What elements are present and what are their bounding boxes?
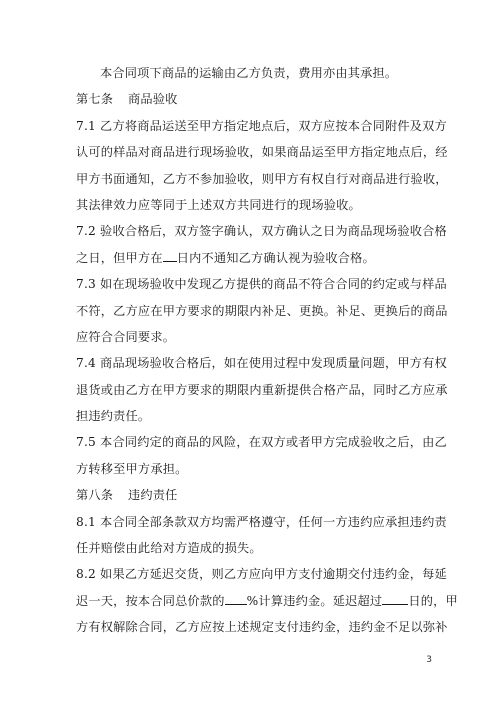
page-number: 3 <box>426 655 432 665</box>
article-7-number: 第七条 <box>76 92 114 107</box>
clause-7-1-line-3: 甲方书面通知，乙方不参加验收，则甲方有权自行对商品进行验收， <box>76 171 448 186</box>
article-8-title: 违约责任 <box>128 488 178 503</box>
clause-8-2-text-b: %计算违约金。延迟超过 <box>246 593 383 608</box>
clause-7-5-line-2: 方转移至甲方承担。 <box>76 461 188 476</box>
clause-8-2-line-1: 8.2 如果乙方延迟交货，则乙方应向甲方支付逾期交付违约金，每延 <box>76 567 447 582</box>
delay-days-blank <box>382 592 408 605</box>
clause-7-2-text-a: 之日，但甲方在 <box>76 250 163 265</box>
article-7-title: 商品验收 <box>128 92 178 107</box>
clause-8-2-text-a: 迟一天，按本合同总价款的 <box>76 593 225 608</box>
clause-7-1-line-4: 其法律效力应等同于上述双方共同进行的现场验收。 <box>76 197 361 212</box>
clause-7-2-text-b: 日内不通知乙方确认视为验收合格。 <box>176 250 375 265</box>
percent-blank <box>225 592 247 605</box>
clause-7-3-line-3: 应符合合同要求。 <box>76 329 176 344</box>
clause-7-4-line-1: 7.4 商品现场验收合格后，如在使用过程中发现质量问题，甲方有权 <box>76 356 447 371</box>
article-7-heading <box>76 86 426 112</box>
clause-7-4-line-3: 担违约责任。 <box>76 409 151 424</box>
clause-7-2-line-2 <box>76 245 426 271</box>
clause-8-2-line-3: 方有权解除合同，乙方应按上述规定支付违约金，违约金不足以弥补 <box>76 620 448 635</box>
clause-8-1-line-2: 任并赔偿由此给对方造成的损失。 <box>76 541 262 556</box>
article-8-number: 第八条 <box>76 488 114 503</box>
paragraph-transport-line: 本合同项下商品的运输由乙方负责，费用亦由其承担。 <box>100 66 398 80</box>
clause-7-1-line-2: 认可的样品对商品进行现场验收，如果商品运至甲方指定地点后，经 <box>76 145 448 160</box>
clause-7-5-line-1: 7.5 本合同约定的商品的风险，在双方或者甲方完成验收之后，由乙 <box>76 435 447 450</box>
article-8-heading <box>76 482 426 508</box>
clause-7-3-line-1: 7.3 如在现场验收中发现乙方提供的商品不符合合同的约定或与样品 <box>76 277 447 292</box>
contract-page <box>76 60 458 641</box>
days-blank <box>163 249 177 262</box>
clause-8-1-line-1: 8.1 本合同全部条款双方均需严格遵守，任何一方违约应承担违约责 <box>76 514 447 529</box>
clause-7-4-line-2: 退货或由乙方在甲方要求的期限内重新提供合格产品，同时乙方应承 <box>76 382 448 397</box>
clause-8-2-line-2 <box>76 588 458 614</box>
clause-8-2-text-c: 日的，甲 <box>408 593 458 608</box>
clause-7-1-line-1: 7.1 乙方将商品运送至甲方指定地点后，双方应按本合同附件及双方 <box>76 118 447 133</box>
clause-7-2-line-1: 7.2 验收合格后，双方签字确认，双方确认之日为商品现场验收合格 <box>76 224 447 239</box>
clause-7-3-line-2: 不符，乙方应在甲方要求的期限内补足、更换。补足、更换后的商品 <box>76 303 448 318</box>
